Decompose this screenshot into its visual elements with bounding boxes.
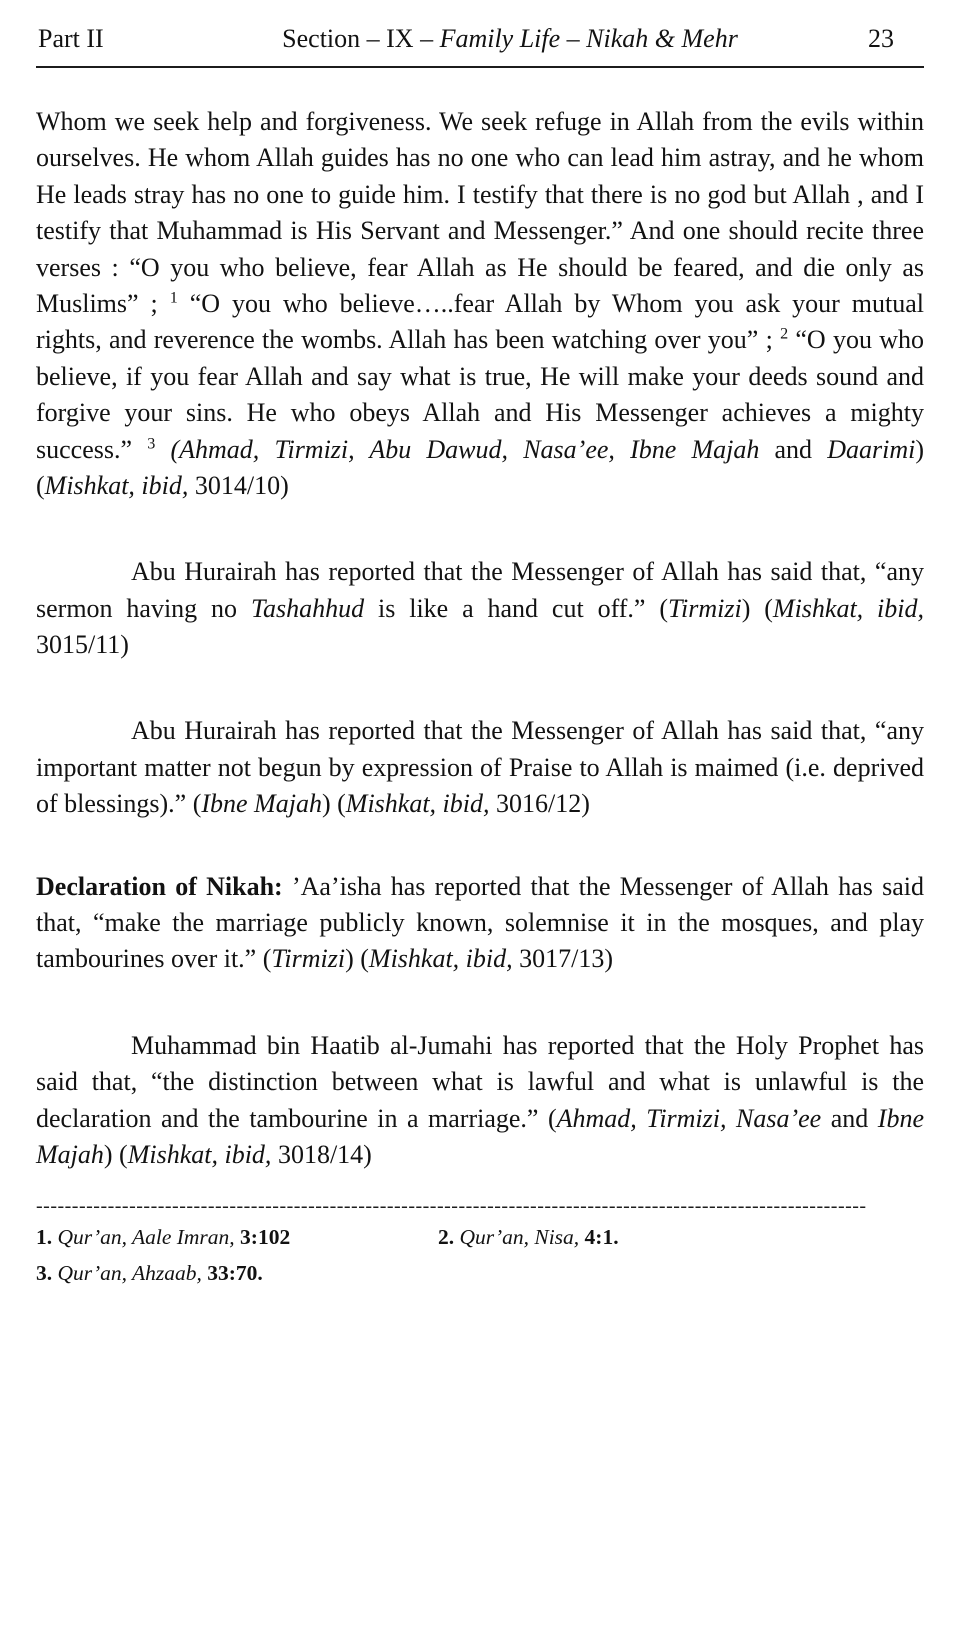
paragraph-praise-hadith: Abu Hurairah has reported that the Messenger of Allah has said that, “any important matter not begun by expression of Praise to Allah is maimed (i.e. deprived of blessings).” (Ibne Majah) (Mishkat, ibid, 3016/12) (36, 716, 924, 819)
footnote-2: 2. Qur’an, Nisa, 4:1. (438, 1225, 619, 1250)
paragraph-declaration-of-nikah: Declaration of Nikah: ’Aa’isha has reported that the Messenger of Allah has said that, “make the marriage publicly known, solemnise it in the mosques, and play tambourines over it.” (Tirmizi) (Mishkat, ibid, 3017/13) (36, 871, 924, 974)
footnote-row-1 (36, 1222, 924, 1253)
footnote-separator: -------------------------------------------------------------------------------------------------------------------- (36, 1195, 867, 1218)
page-number: 23 (868, 24, 894, 53)
footnotes-section (36, 1195, 924, 1288)
header-section-title: Section – IX – Family Life – Nikah & Mehr (282, 24, 738, 53)
header-rule (36, 66, 924, 68)
footnote-1: 1. Qur’an, Aale Imran, 3:102 (36, 1225, 291, 1250)
paragraph-khutbah-text: Whom we seek help and forgiveness. We seek refuge in Allah from the evils within ourselves. He whom Allah guides has no one who can lead him astray, and he whom He leads stray has no one to guide him. I testify that there is no god but Allah , and I testify that Muhammad is His Servant and Messenger.” And one should recite three verses : “O you who believe, fear Allah as He should be feared, and die only as Muslims” ; $^1$ “O you who believe…..fear Allah by Whom you ask your mutual rights, and reverence the wombs. Allah has been watching over you” ; $^2$ “O you who believe, if you fear Allah and say what is true, He will make your deeds sound and forgive your sins. He who obeys Allah and His Messenger achieves a mighty success.” $^3$ (Ahmad, Tirmizi, Abu Dawud, Nasa’ee, Ibne Majah and Daarimi) (Mishkat, ibid, 3014/10) (36, 107, 925, 500)
page-body (36, 104, 924, 1173)
paragraph-tashahhud-hadith: Abu Hurairah has reported that the Messenger of Allah has said that, “any sermon having no Tashahhud is like a hand cut off.” (Tirmizi) (Mishkat, ibid, 3015/11) (36, 557, 924, 660)
page-header (36, 24, 924, 54)
footnote-row-2 (36, 1258, 924, 1289)
header-part-label: Part II (38, 24, 104, 53)
paragraph-tambourine-hadith: Muhammad bin Haatib al-Jumahi has reported that the Holy Prophet has said that, “the distinction between what is lawful and what is unlawful is the declaration and the tambourine in a marriage.” (Ahmad, Tirmizi, Nasa’ee and Ibne Majah) (Mishkat, ibid, 3018/14) (36, 1030, 924, 1169)
footnote-3: 3. Qur’an, Ahzaab, 33:70. (36, 1260, 263, 1285)
